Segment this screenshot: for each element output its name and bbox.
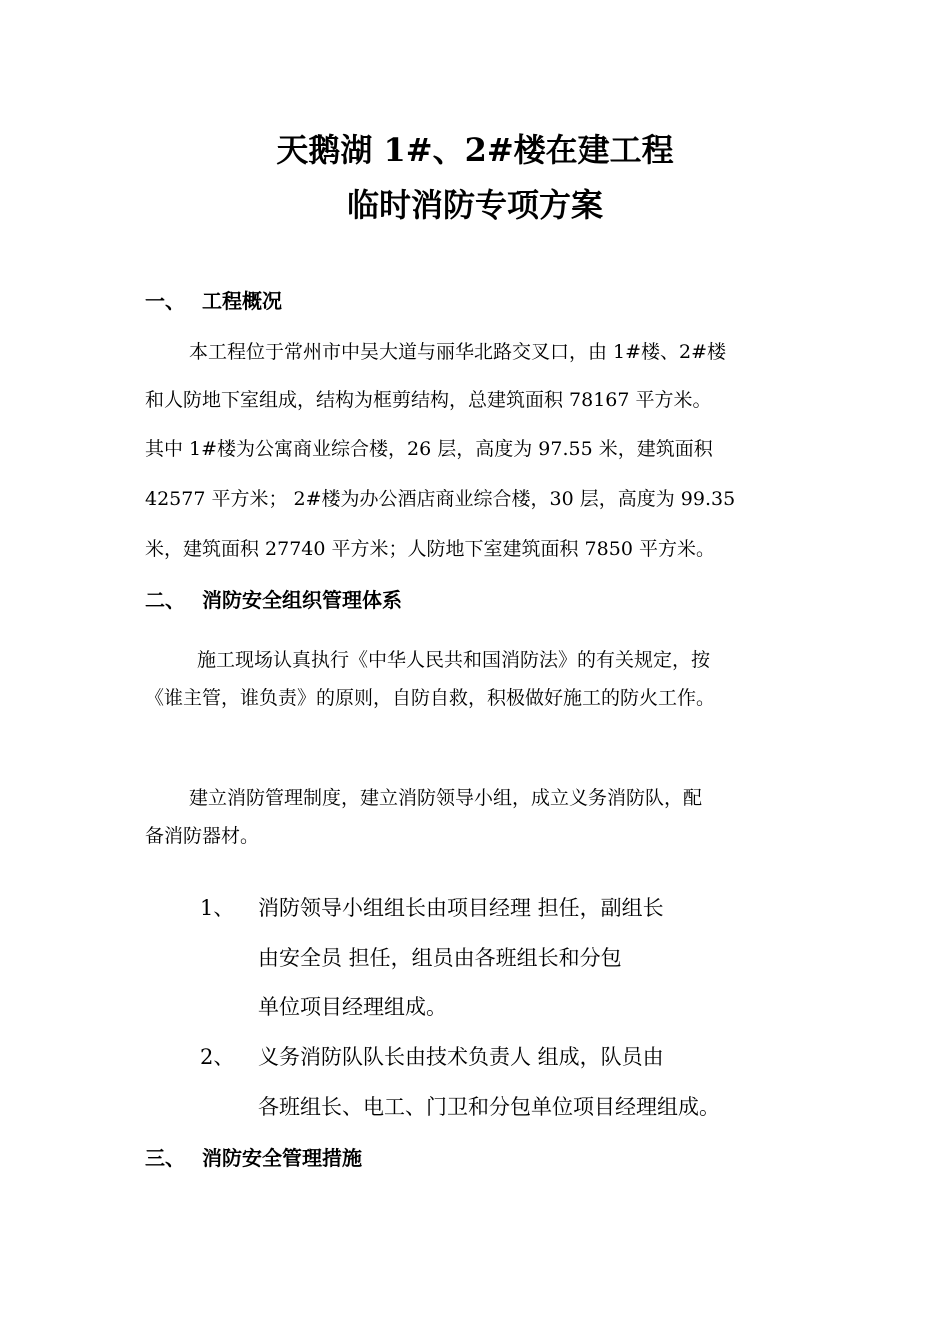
paragraph-line: 备消防器材。 <box>145 825 260 847</box>
paragraph-line: 施工现场认真执行《中华人民共和国消防法》的有关规定，按 <box>197 649 711 671</box>
list-item-line: 义务消防队队长由技术负责人 组成，队员由 <box>258 1045 664 1069</box>
document-title-line-1: 天鹅湖 1#、2#楼在建工程 <box>276 131 674 169</box>
paragraph-line: 和人防地下室组成，结构为框剪结构，总建筑面积 78167 平方米。 <box>145 389 712 411</box>
paragraph-line: 米，建筑面积 27740 平方米；人防地下室建筑面积 7850 平方米。 <box>145 538 715 560</box>
list-item-line: 由安全员 担任，组员由各班组长和分包 <box>258 946 622 970</box>
list-item-number: 2、 <box>200 1045 235 1069</box>
section-number: 一、 <box>145 289 185 313</box>
paragraph-line: 本工程位于常州市中吴大道与丽华北路交叉口，由 1#楼、2#楼 <box>189 341 727 363</box>
paragraph-line: 《谁主管，谁负责》的原则，自防自救，积极做好施工的防火工作。 <box>145 687 716 709</box>
list-item-number: 1、 <box>200 896 235 920</box>
paragraph-line: 其中 1#楼为公寓商业综合楼，26 层，高度为 97.55 米，建筑面积 <box>145 438 713 460</box>
paragraph-line: 建立消防管理制度，建立消防领导小组，成立义务消防队，配 <box>189 787 703 809</box>
section-2-heading <box>145 586 402 614</box>
list-item-line: 消防领导小组组长由项目经理 担任，副组长 <box>258 896 664 920</box>
section-title: 消防安全组织管理体系 <box>202 588 402 612</box>
section-3-heading <box>145 1144 362 1172</box>
section-title: 工程概况 <box>202 289 282 313</box>
paragraph-line: 42577 平方米； 2#楼为办公酒店商业综合楼，30 层，高度为 99.35 <box>145 488 736 510</box>
section-number: 三、 <box>145 1146 185 1170</box>
section-title: 消防安全管理措施 <box>202 1146 362 1170</box>
section-number: 二、 <box>145 588 185 612</box>
document-title-line-2: 临时消防专项方案 <box>346 186 603 224</box>
list-item-line: 单位项目经理组成。 <box>258 995 447 1019</box>
list-item-line: 各班组长、电工、门卫和分包单位项目经理组成。 <box>258 1095 720 1119</box>
section-1-heading <box>145 287 282 315</box>
